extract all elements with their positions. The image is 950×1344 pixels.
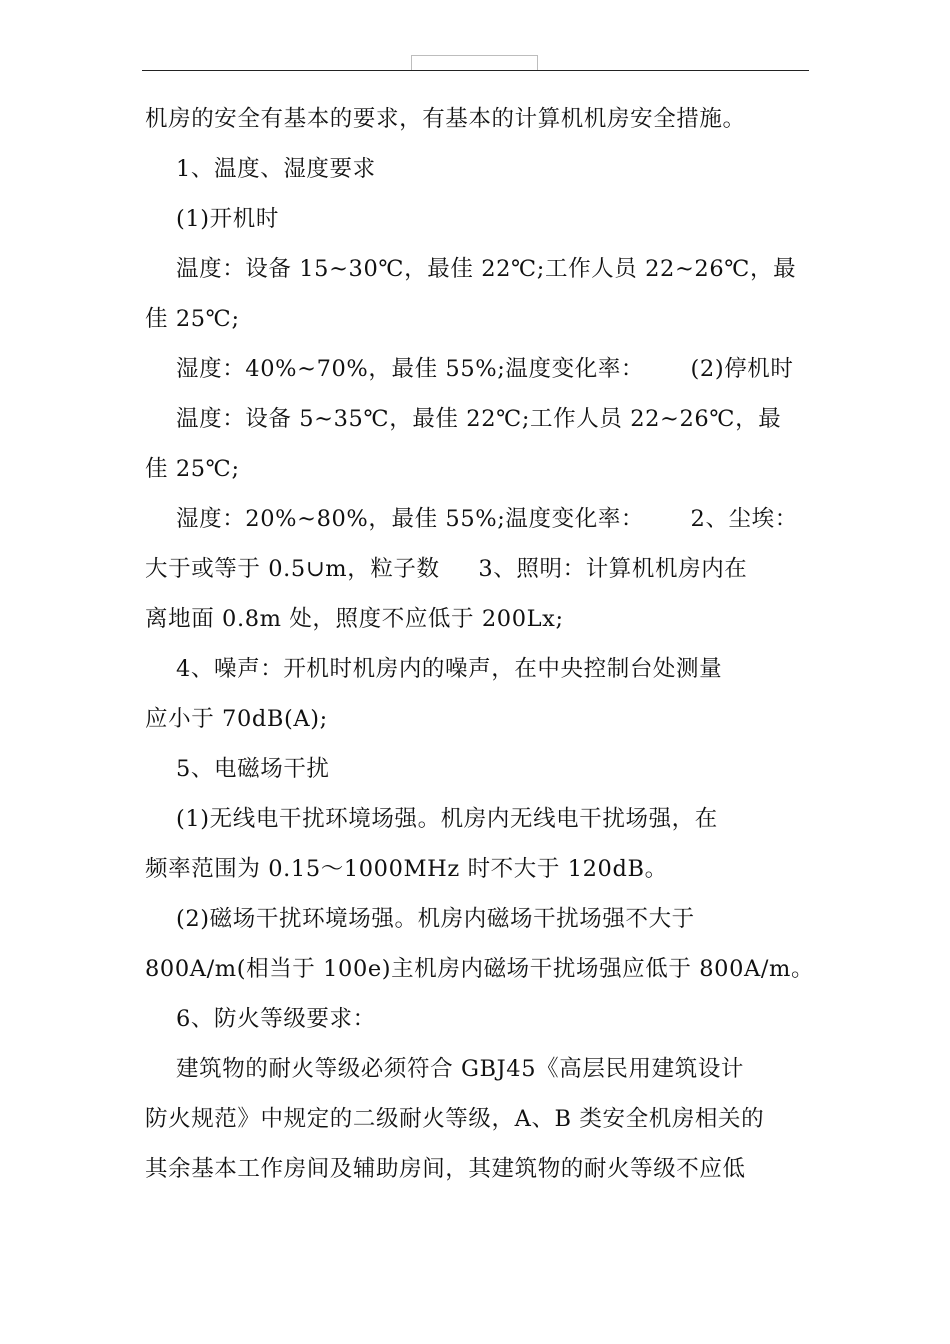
text-line: 应小于 70dB(A); — [145, 706, 328, 732]
text-line: 机房的安全有基本的要求，有基本的计算机机房安全措施。 — [145, 106, 746, 132]
text-line: 大于或等于 0.5∪m，粒子数 3、照明：计算机机房内在 — [145, 556, 748, 582]
text-line: (2)磁场干扰环境场强。机房内磁场干扰场强不大于 — [145, 906, 695, 932]
text-line: 佳 25℃; — [145, 456, 240, 482]
text-line: 1、温度、湿度要求 — [145, 156, 376, 182]
header-rule — [142, 70, 809, 71]
text-line: 温度：设备 15~30℃，最佳 22℃;工作人员 22~26℃，最 — [145, 256, 797, 282]
text-line: 佳 25℃; — [145, 306, 240, 332]
text-line: 5、电磁场干扰 — [145, 756, 330, 782]
text-line: 6、防火等级要求： — [145, 1006, 376, 1032]
text-line: (1)无线电干扰环境场强。机房内无线电干扰场强，在 — [145, 806, 718, 832]
text-line: 建筑物的耐火等级必须符合 GBJ45《高层民用建筑设计 — [145, 1056, 745, 1082]
text-line: 防火规范》中规定的二级耐火等级，A、B 类安全机房相关的 — [145, 1106, 765, 1132]
header-tab — [411, 55, 538, 71]
text-line: 其余基本工作房间及辅助房间，其建筑物的耐火等级不应低 — [145, 1156, 746, 1182]
text-line: 离地面 0.8m 处，照度不应低于 200Lx; — [145, 606, 564, 632]
text-line: 温度：设备 5~35℃，最佳 22℃;工作人员 22~26℃，最 — [145, 406, 782, 432]
text-line: 800A/m(相当于 100e)主机房内磁场干扰场强应低于 800A/m。 — [145, 956, 815, 982]
text-line: (1)开机时 — [145, 206, 279, 232]
text-line: 湿度：40%~70%，最佳 55%;温度变化率： (2)停机时 — [145, 356, 794, 382]
text-line: 湿度：20%~80%，最佳 55%;温度变化率： 2、尘埃： — [145, 506, 798, 532]
text-line: 4、噪声：开机时机房内的噪声，在中央控制台处测量 — [145, 656, 723, 682]
text-line: 频率范围为 0.15～1000MHz 时不大于 120dB。 — [145, 856, 668, 882]
